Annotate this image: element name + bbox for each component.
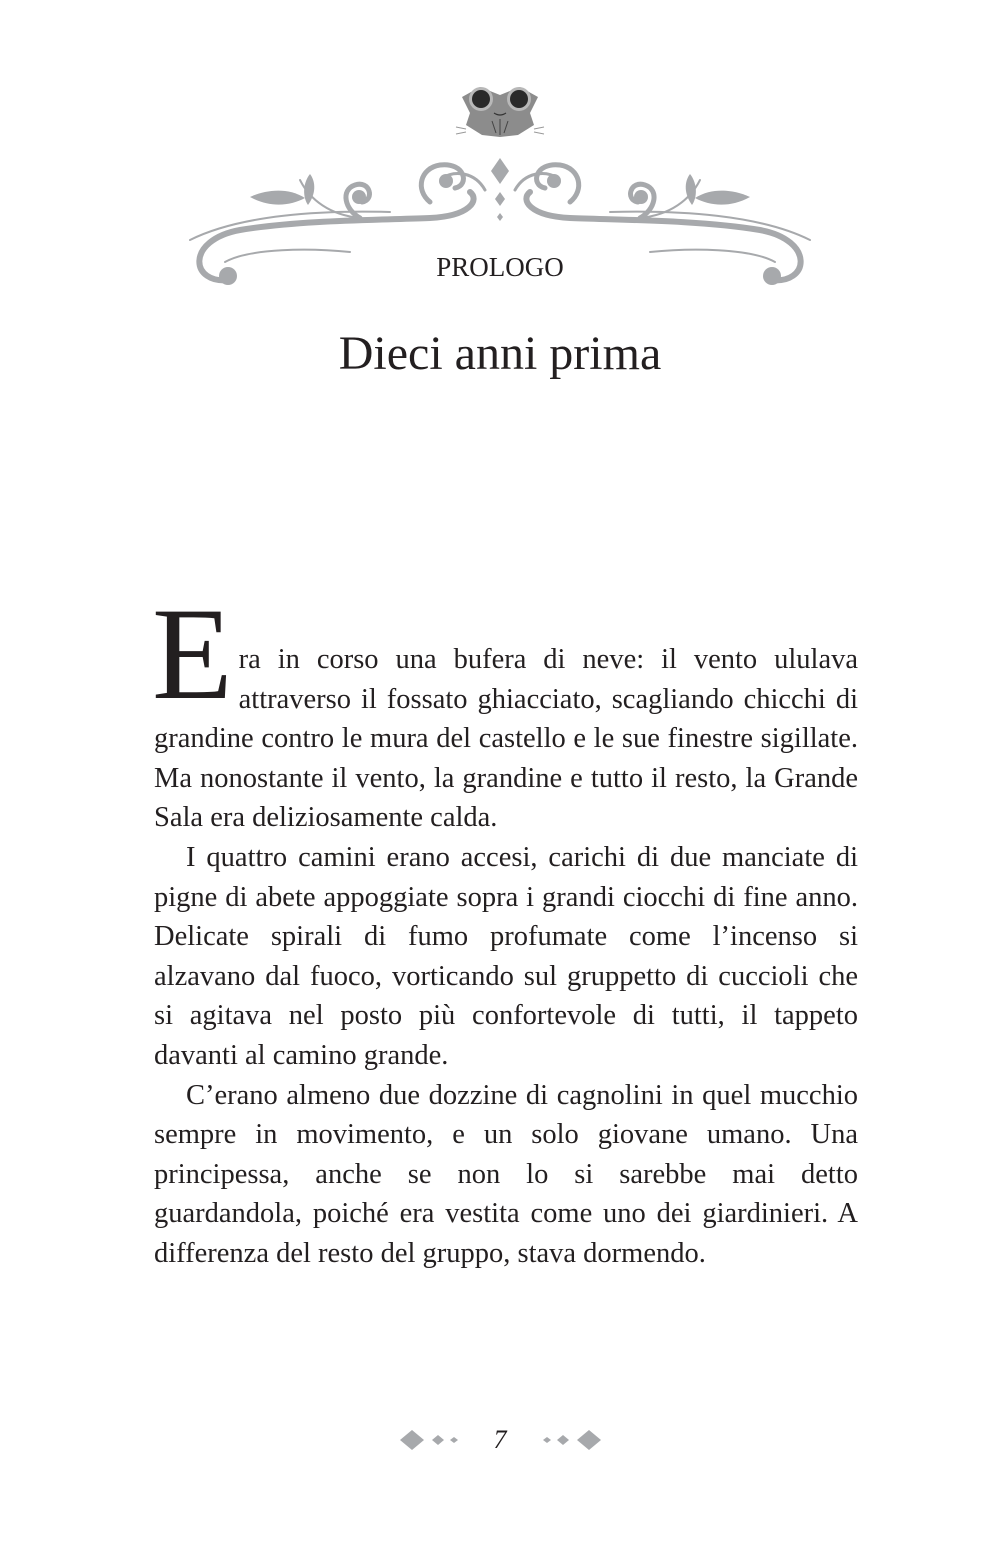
diamond-ornament-left-icon	[396, 1425, 476, 1455]
paragraph-3: C’erano almeno due dozzine di cagnolini in quel mucchio sempre in movimento, e un solo giovane umano. Una principessa, anche se non lo si sarebbe mai detto guardandola, poiché era vestita come uno dei giardinieri. A differenza del resto del gruppo, stava dormendo.	[154, 1079, 858, 1269]
chapter-title: Dieci anni prima	[338, 327, 662, 380]
paragraph-2: I quattro camini erano accesi, carichi di due manciate di pigne di abete appoggiate sopra i grandi ciocchi di fine anno. Delicate spirali di fumo profumate come l’incenso si alzavano dal fuoco, vorticando sul gruppetto di cuccioli che si agitava nel posto più confortevole di tutti, il tappeto davanti al camino grande.	[154, 841, 858, 1071]
paragraph-1	[152, 580, 858, 838]
chapter-body	[152, 580, 858, 1274]
frog-icon	[456, 87, 544, 137]
paragraph-1-text: ra in corso una bufera di neve: il vento ululava attraverso il fossato ghiacciato, scagliando chicchi di grandine contro le mura del castello e le sue finestre sigillate. Ma nonostante il vento, la grandine e tutto il resto, la Grande Sala era deliziosamente calda.	[154, 644, 858, 834]
drop-cap: E	[152, 580, 233, 727]
diamond-ornament-right-icon	[525, 1425, 605, 1455]
page-number: 7	[493, 1425, 507, 1454]
section-label: PROLOGO	[436, 252, 564, 282]
page-footer	[0, 1425, 1000, 1465]
